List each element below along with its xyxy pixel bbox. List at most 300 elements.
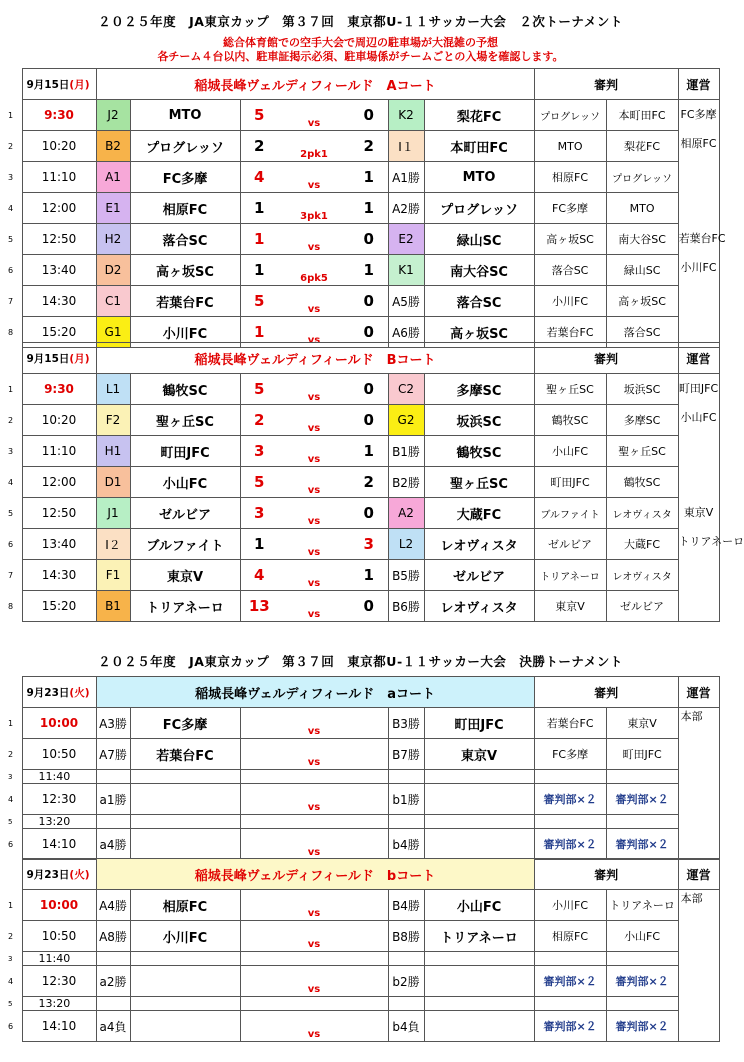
score-away: 0 — [350, 100, 388, 131]
score-home: 5 — [240, 467, 278, 498]
match-row — [7, 829, 719, 860]
team-away — [424, 1011, 534, 1042]
date-cell: 9月15日(月) — [22, 343, 96, 374]
team-away: プログレッソ — [424, 193, 534, 224]
referee-2: 町田JFC — [606, 739, 678, 770]
score-away: 0 — [350, 317, 388, 348]
referee-2: 審判部×２ — [606, 1011, 678, 1042]
team-away: 高ヶ坂SC — [424, 317, 534, 348]
vs-label: vs — [278, 100, 350, 131]
team-away: 本町田FC — [424, 131, 534, 162]
referee-1: 町田JFC — [534, 467, 606, 498]
schedule-table — [7, 68, 726, 348]
kickoff-time: 12:50 — [22, 498, 96, 529]
kickoff-time: 12:50 — [22, 224, 96, 255]
team-away: 大蔵FC — [424, 498, 534, 529]
seed-code: E1 — [96, 193, 130, 224]
date-cell: 9月23日(火) — [22, 677, 96, 708]
team-away: レオヴィスタ — [424, 529, 534, 560]
vs-label: vs — [240, 739, 388, 770]
row-number: 6 — [8, 539, 14, 549]
referee-1: 審判部×２ — [534, 784, 606, 815]
operation-header: 運営 — [678, 859, 719, 890]
row-number: 1 — [8, 718, 14, 728]
kickoff-time: 14:10 — [22, 829, 96, 860]
time-mark: 13:20 — [22, 815, 96, 829]
venue-title: 稲城長峰ヴェルディフィールド aコート — [96, 677, 534, 708]
team-home: 聖ヶ丘SC — [130, 405, 240, 436]
referee-1: 審判部×２ — [534, 1011, 606, 1042]
score-home: 4 — [240, 560, 278, 591]
score-away: 3 — [350, 529, 388, 560]
referee-2: MTO — [606, 193, 678, 224]
seed-code: A7勝 — [96, 739, 130, 770]
vs-label: vs — [278, 467, 350, 498]
team-home: 高ヶ坂SC — [130, 255, 240, 286]
referee-1: 落合SC — [534, 255, 606, 286]
referee-1: ゼルビア — [534, 529, 606, 560]
seed-code: a4勝 — [96, 829, 130, 860]
referee-1: 小山FC — [534, 436, 606, 467]
seed-code: C2 — [388, 374, 424, 405]
seed-code: b4勝 — [388, 829, 424, 860]
team-away: トリアネーロ — [424, 921, 534, 952]
team-away — [424, 829, 534, 860]
team-home: 小川FC — [130, 921, 240, 952]
seed-code: B1勝 — [388, 436, 424, 467]
team-away: レオヴィスタ — [424, 591, 534, 622]
row-number: 6 — [8, 839, 14, 849]
referee-1: FC多摩 — [534, 193, 606, 224]
kickoff-time: 13:40 — [22, 255, 96, 286]
vs-label: vs — [278, 286, 350, 317]
parking-notice — [0, 36, 721, 64]
referee-1: 若葉台FC — [534, 317, 606, 348]
final-title: ２０２５年度 JA東京カップ 第３７回 東京都U-１１サッカー大会 決勝トーナメント — [98, 654, 623, 669]
score-away: 2 — [350, 131, 388, 162]
seed-code: A2 — [388, 498, 424, 529]
time-mark: 11:40 — [22, 952, 96, 966]
team-away: 坂浜SC — [424, 405, 534, 436]
vs-label: vs — [240, 890, 388, 921]
page-title: ２０２５年度 JA東京カップ 第３７回 東京都U-１１サッカー大会 ２次トーナメント — [98, 14, 623, 29]
seed-code: A6勝 — [388, 317, 424, 348]
referee-2: 鶴牧SC — [606, 467, 678, 498]
row-number: 6 — [8, 265, 14, 275]
team-away: 小山FC — [424, 890, 534, 921]
match-row — [7, 890, 719, 921]
team-home: 若葉台FC — [130, 286, 240, 317]
row-number: 4 — [8, 794, 14, 804]
operator-cell: 町田JFC 小山FC — [678, 374, 719, 498]
match-row — [7, 286, 719, 317]
team-home: 相原FC — [130, 193, 240, 224]
team-away: 町田JFC — [424, 708, 534, 739]
vs-label: vs — [278, 498, 350, 529]
operator-cell: 東京V トリアネーロ — [678, 498, 719, 622]
vs-label: vs — [278, 162, 350, 193]
seed-code: D2 — [96, 255, 130, 286]
seed-code: A2勝 — [388, 193, 424, 224]
kickoff-time: 9:30 — [22, 374, 96, 405]
kickoff-time: 10:50 — [22, 921, 96, 952]
score-away: 0 — [350, 591, 388, 622]
venue-title: 稲城長峰ヴェルディフィールド bコート — [96, 859, 534, 890]
score-away: 1 — [350, 255, 388, 286]
seed-code: I２ — [96, 529, 130, 560]
score-away: 0 — [350, 374, 388, 405]
team-away: 緑山SC — [424, 224, 534, 255]
vs-label — [278, 255, 350, 286]
kickoff-time: 10:50 — [22, 739, 96, 770]
row-number: 5 — [8, 508, 14, 518]
referee-2: 大蔵FC — [606, 529, 678, 560]
vs-label: vs — [278, 529, 350, 560]
vs-label: vs — [278, 591, 350, 622]
break-row — [7, 952, 719, 966]
row-number: 7 — [8, 570, 14, 580]
referee-1: 相原FC — [534, 921, 606, 952]
match-row — [7, 708, 719, 739]
seed-code: A4勝 — [96, 890, 130, 921]
kickoff-time: 9:30 — [22, 100, 96, 131]
kickoff-time: 14:30 — [22, 560, 96, 591]
row-number: 1 — [8, 384, 14, 394]
kickoff-time: 12:00 — [22, 467, 96, 498]
referee-2: 南大谷SC — [606, 224, 678, 255]
team-home: 小山FC — [130, 467, 240, 498]
referee-header: 審判 — [534, 677, 678, 708]
seed-code: B2勝 — [388, 467, 424, 498]
referee-2: 本町田FC — [606, 100, 678, 131]
match-row — [7, 131, 719, 162]
team-away: 鶴牧SC — [424, 436, 534, 467]
referee-2: 緑山SC — [606, 255, 678, 286]
referee-2: ゼルビア — [606, 591, 678, 622]
referee-2: プログレッソ — [606, 162, 678, 193]
team-home: プログレッソ — [130, 131, 240, 162]
referee-2: 東京V — [606, 708, 678, 739]
row-number: 5 — [8, 999, 13, 1008]
kickoff-time: 11:10 — [22, 162, 96, 193]
venue-title: 稲城長峰ヴェルディフィールド Aコート — [96, 69, 534, 100]
match-row — [7, 255, 719, 286]
seed-code: a4負 — [96, 1011, 130, 1042]
seed-code: K2 — [388, 100, 424, 131]
seed-code: E2 — [388, 224, 424, 255]
operator-cell: 若葉台FC 小川FC — [678, 224, 719, 348]
row-number: 2 — [8, 141, 14, 151]
referee-2: 多摩SC — [606, 405, 678, 436]
seed-code: D1 — [96, 467, 130, 498]
vs-label — [278, 131, 350, 162]
team-home — [130, 784, 240, 815]
seed-code: b1勝 — [388, 784, 424, 815]
team-home: MTO — [130, 100, 240, 131]
final-table — [7, 676, 720, 860]
score-home: 3 — [240, 436, 278, 467]
notice-line-2: 各チーム４台以内、駐車証掲示必須、駐車場係がチームごとの入場を確認します。 — [157, 50, 564, 63]
referee-2: レオヴィスタ — [606, 560, 678, 591]
vs-label: vs — [240, 966, 388, 997]
match-row — [7, 591, 719, 622]
vs-label: vs — [240, 1011, 388, 1042]
referee-1: 鶴牧SC — [534, 405, 606, 436]
referee-1: ブルファイト — [534, 498, 606, 529]
team-away: 落合SC — [424, 286, 534, 317]
match-row — [7, 374, 719, 405]
seed-code: B4勝 — [388, 890, 424, 921]
score-home: 13 — [240, 591, 278, 622]
team-home: 鶴牧SC — [130, 374, 240, 405]
referee-2: 小山FC — [606, 921, 678, 952]
team-home: FC多摩 — [130, 162, 240, 193]
score-away: 1 — [350, 560, 388, 591]
seed-code: K1 — [388, 255, 424, 286]
team-away: 聖ヶ丘SC — [424, 467, 534, 498]
seed-code: A5勝 — [388, 286, 424, 317]
score-away: 0 — [350, 498, 388, 529]
break-row — [7, 997, 719, 1011]
break-row — [7, 770, 719, 784]
referee-1: 高ヶ坂SC — [534, 224, 606, 255]
score-home: 1 — [240, 529, 278, 560]
team-away: ゼルビア — [424, 560, 534, 591]
seed-code: H1 — [96, 436, 130, 467]
kickoff-time: 10:20 — [22, 405, 96, 436]
seed-code: C1 — [96, 286, 130, 317]
seed-code: B6勝 — [388, 591, 424, 622]
referee-2: レオヴィスタ — [606, 498, 678, 529]
score-away: 0 — [350, 224, 388, 255]
seed-code: G2 — [388, 405, 424, 436]
pk-result: 6pk5 — [300, 273, 328, 284]
seed-code: A1勝 — [388, 162, 424, 193]
match-row — [7, 784, 719, 815]
seed-code: L1 — [96, 374, 130, 405]
seed-code: J2 — [96, 100, 130, 131]
match-row — [7, 739, 719, 770]
row-number: 4 — [8, 477, 14, 487]
match-row — [7, 436, 719, 467]
vs-label: vs — [240, 784, 388, 815]
referee-1: 聖ヶ丘SC — [534, 374, 606, 405]
row-number: 1 — [8, 110, 14, 120]
notice-line-1: 総合体育館での空手大会で周辺の駐車場が大混雑の予想 — [223, 36, 498, 49]
referee-1: MTO — [534, 131, 606, 162]
operation-header: 運営 — [678, 677, 719, 708]
match-row — [7, 1011, 719, 1042]
row-number: 2 — [8, 749, 14, 759]
referee-2: 審判部×２ — [606, 966, 678, 997]
kickoff-time: 14:10 — [22, 1011, 96, 1042]
seed-code: B8勝 — [388, 921, 424, 952]
kickoff-time: 15:20 — [22, 591, 96, 622]
team-home — [130, 966, 240, 997]
row-number: 6 — [8, 1021, 14, 1031]
seed-code: A1 — [96, 162, 130, 193]
operator-cell: 本部 — [678, 890, 719, 1042]
match-row — [7, 193, 719, 224]
row-number: 8 — [8, 327, 14, 337]
team-home: ブルファイト — [130, 529, 240, 560]
score-home: 1 — [240, 317, 278, 348]
score-away: 2 — [350, 467, 388, 498]
seed-code: a1勝 — [96, 784, 130, 815]
team-home: 町田JFC — [130, 436, 240, 467]
team-home: トリアネーロ — [130, 591, 240, 622]
match-row — [7, 467, 719, 498]
row-number: 4 — [8, 203, 14, 213]
referee-2: 審判部×２ — [606, 829, 678, 860]
score-home: 2 — [240, 131, 278, 162]
pk-result: 2pk1 — [300, 149, 328, 160]
match-row — [7, 405, 719, 436]
seed-code: b2勝 — [388, 966, 424, 997]
referee-1: 東京V — [534, 591, 606, 622]
referee-2: 坂浜SC — [606, 374, 678, 405]
kickoff-time: 12:00 — [22, 193, 96, 224]
referee-header: 審判 — [534, 859, 678, 890]
match-row — [7, 560, 719, 591]
referee-2: 審判部×２ — [606, 784, 678, 815]
vs-label — [278, 193, 350, 224]
final-table — [7, 858, 720, 1042]
seed-code: H2 — [96, 224, 130, 255]
operation-header: 運営 — [678, 343, 719, 374]
row-number: 3 — [8, 772, 13, 781]
schedule-table — [7, 342, 744, 622]
referee-2: トリアネーロ — [606, 890, 678, 921]
vs-label: vs — [240, 829, 388, 860]
score-home: 1 — [240, 255, 278, 286]
referee-2: 梨花FC — [606, 131, 678, 162]
seed-code: A8勝 — [96, 921, 130, 952]
seed-code: G1 — [96, 317, 130, 348]
time-mark: 11:40 — [22, 770, 96, 784]
referee-header: 審判 — [534, 343, 678, 374]
row-number: 8 — [8, 601, 14, 611]
seed-code: B1 — [96, 591, 130, 622]
seed-code: L2 — [388, 529, 424, 560]
referee-header: 審判 — [534, 69, 678, 100]
team-home: 若葉台FC — [130, 739, 240, 770]
kickoff-time: 15:20 — [22, 317, 96, 348]
seed-code: A3勝 — [96, 708, 130, 739]
score-home: 5 — [240, 100, 278, 131]
kickoff-time: 12:30 — [22, 966, 96, 997]
team-away: MTO — [424, 162, 534, 193]
referee-1: 小川FC — [534, 890, 606, 921]
row-number: 7 — [8, 296, 14, 306]
match-row — [7, 921, 719, 952]
seed-code: B5勝 — [388, 560, 424, 591]
seed-code: J1 — [96, 498, 130, 529]
kickoff-time: 13:40 — [22, 529, 96, 560]
team-home: 小川FC — [130, 317, 240, 348]
referee-1: 相原FC — [534, 162, 606, 193]
vs-label: vs — [278, 374, 350, 405]
referee-1: 審判部×２ — [534, 829, 606, 860]
vs-label: vs — [278, 560, 350, 591]
seed-code: F2 — [96, 405, 130, 436]
kickoff-time: 12:30 — [22, 784, 96, 815]
score-away: 0 — [350, 405, 388, 436]
score-away: 0 — [350, 286, 388, 317]
score-home: 5 — [240, 286, 278, 317]
row-number: 3 — [8, 446, 14, 456]
score-home: 2 — [240, 405, 278, 436]
seed-code: I１ — [388, 131, 424, 162]
score-home: 1 — [240, 193, 278, 224]
seed-code: B7勝 — [388, 739, 424, 770]
team-away: 梨花FC — [424, 100, 534, 131]
operator-cell: FC多摩 相原FC — [678, 100, 719, 224]
seed-code: B3勝 — [388, 708, 424, 739]
team-home: ゼルビア — [130, 498, 240, 529]
referee-2: 高ヶ坂SC — [606, 286, 678, 317]
team-home — [130, 829, 240, 860]
kickoff-time: 11:10 — [22, 436, 96, 467]
row-number: 5 — [8, 817, 13, 826]
seed-code: F1 — [96, 560, 130, 591]
operator-cell: 本部 — [678, 708, 719, 860]
vs-label: vs — [278, 317, 350, 348]
score-away: 1 — [350, 193, 388, 224]
vs-label: vs — [278, 405, 350, 436]
kickoff-time: 10:00 — [22, 890, 96, 921]
seed-code: b4負 — [388, 1011, 424, 1042]
kickoff-time: 10:20 — [22, 131, 96, 162]
vs-label: vs — [278, 436, 350, 467]
vs-label: vs — [278, 224, 350, 255]
row-number: 3 — [8, 954, 13, 963]
match-row — [7, 224, 719, 255]
kickoff-time: 10:00 — [22, 708, 96, 739]
score-away: 1 — [350, 162, 388, 193]
referee-1: 審判部×２ — [534, 966, 606, 997]
time-mark: 13:20 — [22, 997, 96, 1011]
team-away: 多摩SC — [424, 374, 534, 405]
match-row — [7, 966, 719, 997]
team-home: 相原FC — [130, 890, 240, 921]
team-away: 南大谷SC — [424, 255, 534, 286]
venue-title: 稲城長峰ヴェルディフィールド Bコート — [96, 343, 534, 374]
pk-result: 3pk1 — [300, 211, 328, 222]
vs-label: vs — [240, 921, 388, 952]
team-home: FC多摩 — [130, 708, 240, 739]
match-row — [7, 100, 719, 131]
team-home — [130, 1011, 240, 1042]
date-cell: 9月23日(火) — [22, 859, 96, 890]
seed-code: a2勝 — [96, 966, 130, 997]
team-home: 落合SC — [130, 224, 240, 255]
match-row — [7, 498, 719, 529]
row-number: 3 — [8, 172, 14, 182]
operation-header: 運営 — [678, 69, 719, 100]
referee-1: プログレッソ — [534, 100, 606, 131]
row-number: 1 — [8, 900, 14, 910]
break-row — [7, 815, 719, 829]
row-number: 2 — [8, 415, 14, 425]
match-row — [7, 162, 719, 193]
score-home: 1 — [240, 224, 278, 255]
referee-1: トリアネーロ — [534, 560, 606, 591]
score-away: 1 — [350, 436, 388, 467]
seed-code: B2 — [96, 131, 130, 162]
vs-label: vs — [240, 708, 388, 739]
row-number: 2 — [8, 931, 14, 941]
